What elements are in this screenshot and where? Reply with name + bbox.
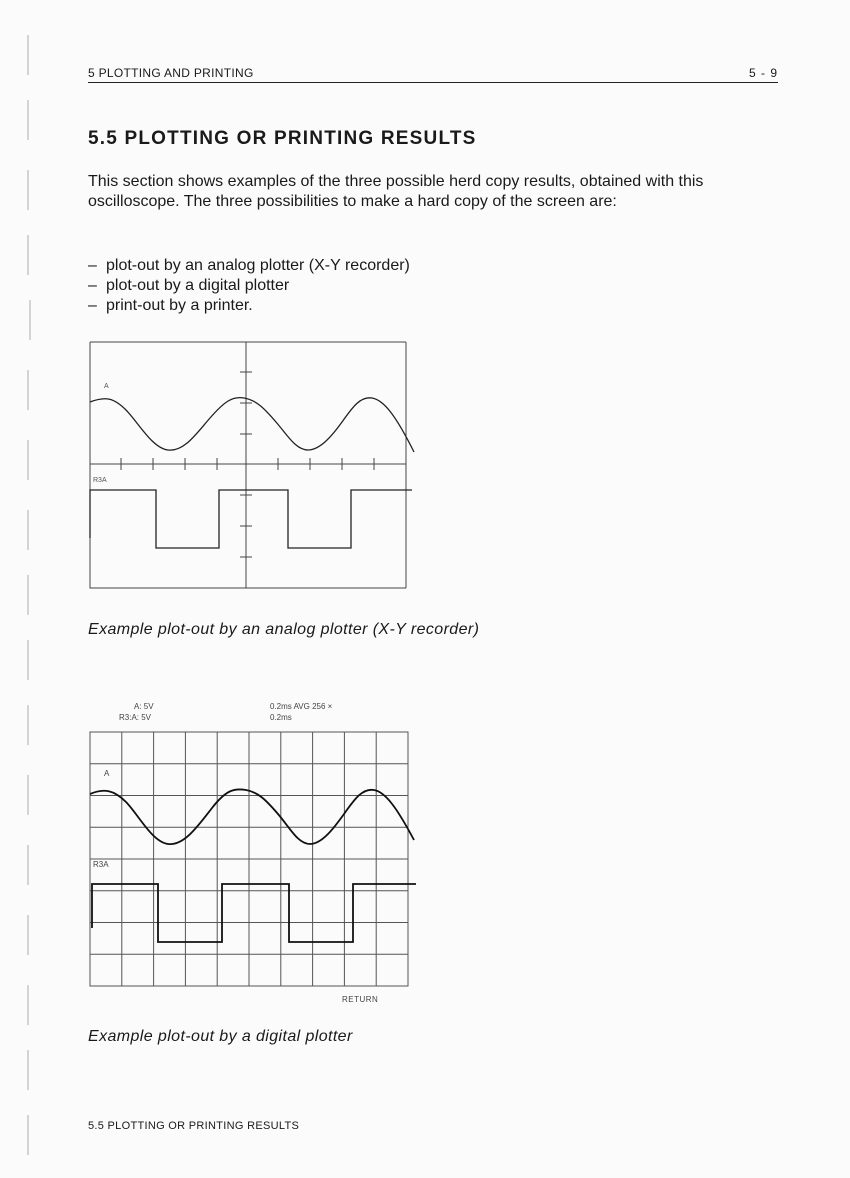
list-item: – plot-out by a digital plotter xyxy=(88,276,410,296)
hardcopy-options-list xyxy=(88,256,410,316)
square-trace xyxy=(92,884,416,942)
digital-readout-r3a: R3:A: 5V xyxy=(119,713,152,722)
plot-grid xyxy=(90,732,408,986)
list-item: – plot-out by an analog plotter (X-Y recorder) xyxy=(88,256,410,276)
page-number: 5 - 9 xyxy=(748,66,778,80)
digital-plot-figure xyxy=(86,728,418,990)
page-footer: 5.5 PLOTTING OR PRINTING RESULTS xyxy=(88,1120,300,1132)
plot-frame xyxy=(90,342,406,588)
sine-trace xyxy=(90,398,414,452)
analog-plot-figure xyxy=(86,338,418,594)
analog-plot-caption: Example plot-out by an analog plotter (X-Y recorder) xyxy=(88,621,480,638)
sine-trace xyxy=(90,789,414,844)
trace-r3a-label: R3A xyxy=(93,477,107,484)
square-trace xyxy=(90,490,412,548)
section-title: 5.5 PLOTTING OR PRINTING RESULTS xyxy=(88,128,477,149)
chapter-title: 5 PLOTTING AND PRINTING xyxy=(88,66,254,80)
margin-binding-marks xyxy=(0,0,50,1178)
digital-readout-timebase-r3: 0.2ms xyxy=(270,713,292,722)
digital-readout-timebase: 0.2ms AVG 256 × xyxy=(270,702,333,711)
running-header xyxy=(88,66,778,83)
intro-paragraph: This section shows examples of the three possible herd copy results, obtained with this oscilloscope. The three possibilities to make a hard copy of the screen are: xyxy=(88,173,704,210)
trace-r3a-label: R3A xyxy=(93,860,109,869)
trace-a-label: A xyxy=(104,769,110,778)
digital-readout-a: A: 5V xyxy=(134,702,154,711)
list-item: – print-out by a printer. xyxy=(88,296,410,316)
return-label: RETURN xyxy=(342,995,379,1004)
digital-plot-caption: Example plot-out by a digital plotter xyxy=(88,1028,353,1045)
trace-a-label: A xyxy=(104,383,109,390)
